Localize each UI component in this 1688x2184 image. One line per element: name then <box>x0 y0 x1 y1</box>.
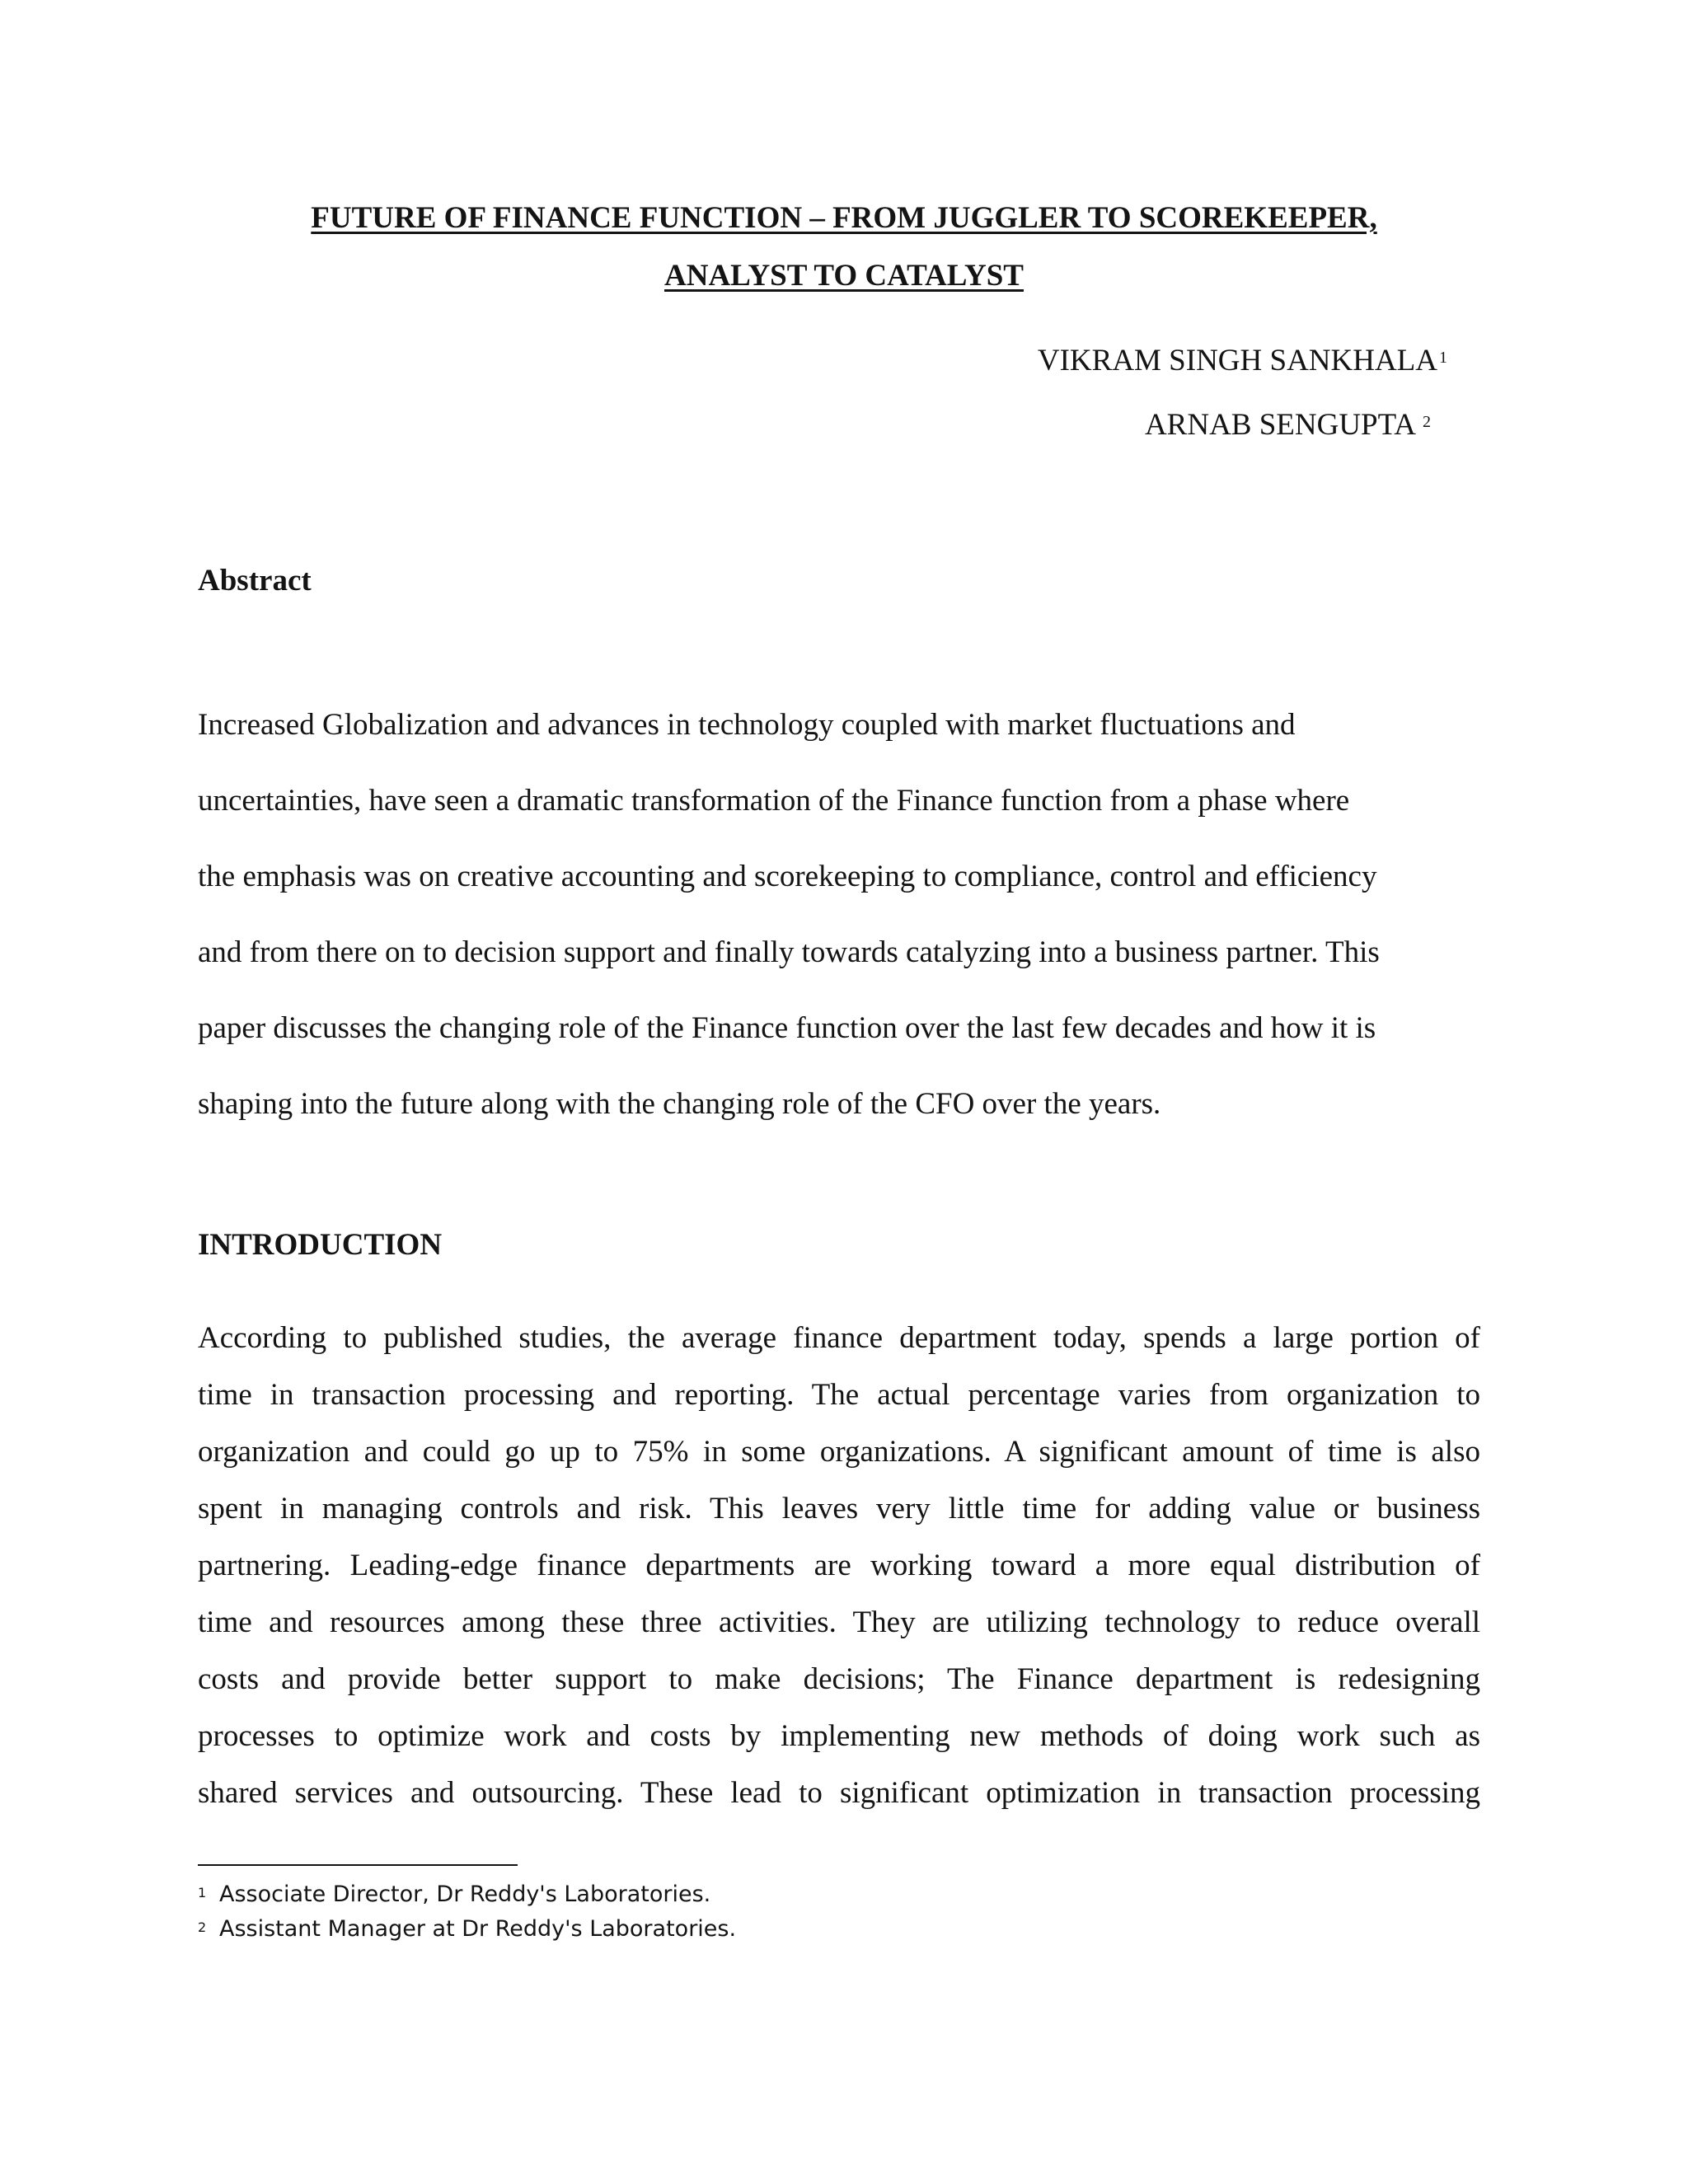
introduction-line: time in transaction processing and reporting. The actual percentage varies from organization to <box>198 1378 1480 1412</box>
footnote-text: Associate Director, Dr Reddy's Laboratories. <box>219 1882 711 1907</box>
author-name: ARNAB SENGUPTA <box>1144 408 1416 442</box>
introduction-line: time and resources among these three activities. They are utilizing technology to reduce overall <box>198 1605 1480 1639</box>
footnotes <box>198 1877 736 1947</box>
abstract-line: shaping into the future along with the changing role of the CFO over the years. <box>198 1087 1161 1121</box>
abstract-line: Increased Globalization and advances in technology coupled with market fluctuations and <box>198 708 1296 742</box>
introduction-heading: INTRODUCTION <box>198 1228 443 1262</box>
abstract-line: the emphasis was on creative accounting and scorekeeping to compliance, control and efficiency <box>198 860 1377 893</box>
author-footnote-mark: 1 <box>1439 349 1447 367</box>
footnote-mark: 2 <box>198 1919 207 1935</box>
introduction-line: According to published studies, the average finance department today, spends a large portion of <box>198 1321 1480 1355</box>
footnote-1 <box>198 1877 736 1912</box>
author-footnote-mark: 2 <box>1423 413 1431 431</box>
introduction-line: partnering. Leading-edge finance departments are working toward a more equal distribution of <box>198 1549 1480 1582</box>
abstract-line: paper discusses the changing role of the Finance function over the last few decades and how it is <box>198 1011 1376 1045</box>
introduction-body <box>198 1310 1480 1821</box>
abstract-body <box>198 687 1480 1142</box>
footnote-2 <box>198 1912 736 1947</box>
abstract-line: uncertainties, have seen a dramatic transformation of the Finance function from a phase where <box>198 784 1350 818</box>
introduction-line: processes to optimize work and costs by implementing new methods of doing work such as <box>198 1719 1480 1753</box>
footnote-divider <box>198 1864 518 1866</box>
paper-title-line-1: FUTURE OF FINANCE FUNCTION – FROM JUGGLER TO SCOREKEEPER, <box>311 201 1377 235</box>
abstract-heading: Abstract <box>198 564 312 598</box>
author-name: VIKRAM SINGH SANKHALA <box>1037 344 1437 377</box>
introduction-line: costs and provide better support to make decisions; The Finance department is redesigning <box>198 1662 1480 1696</box>
footnote-mark: 1 <box>198 1885 207 1900</box>
author-2 <box>1145 407 1431 443</box>
abstract-line: and from there on to decision support and finally towards catalyzing into a business partner. This <box>198 935 1380 969</box>
introduction-line: spent in managing controls and risk. This leaves very little time for adding value or business <box>198 1492 1480 1526</box>
introduction-line: shared services and outsourcing. These lead to significant optimization in transaction processing <box>198 1776 1480 1810</box>
paper-title-line-2: ANALYST TO CATALYST <box>664 259 1024 293</box>
introduction-line: organization and could go up to 75% in some organizations. A significant amount of time is also <box>198 1435 1480 1469</box>
footnote-text: Assistant Manager at Dr Reddy's Laboratories. <box>219 1916 737 1942</box>
author-1 <box>1038 343 1447 379</box>
